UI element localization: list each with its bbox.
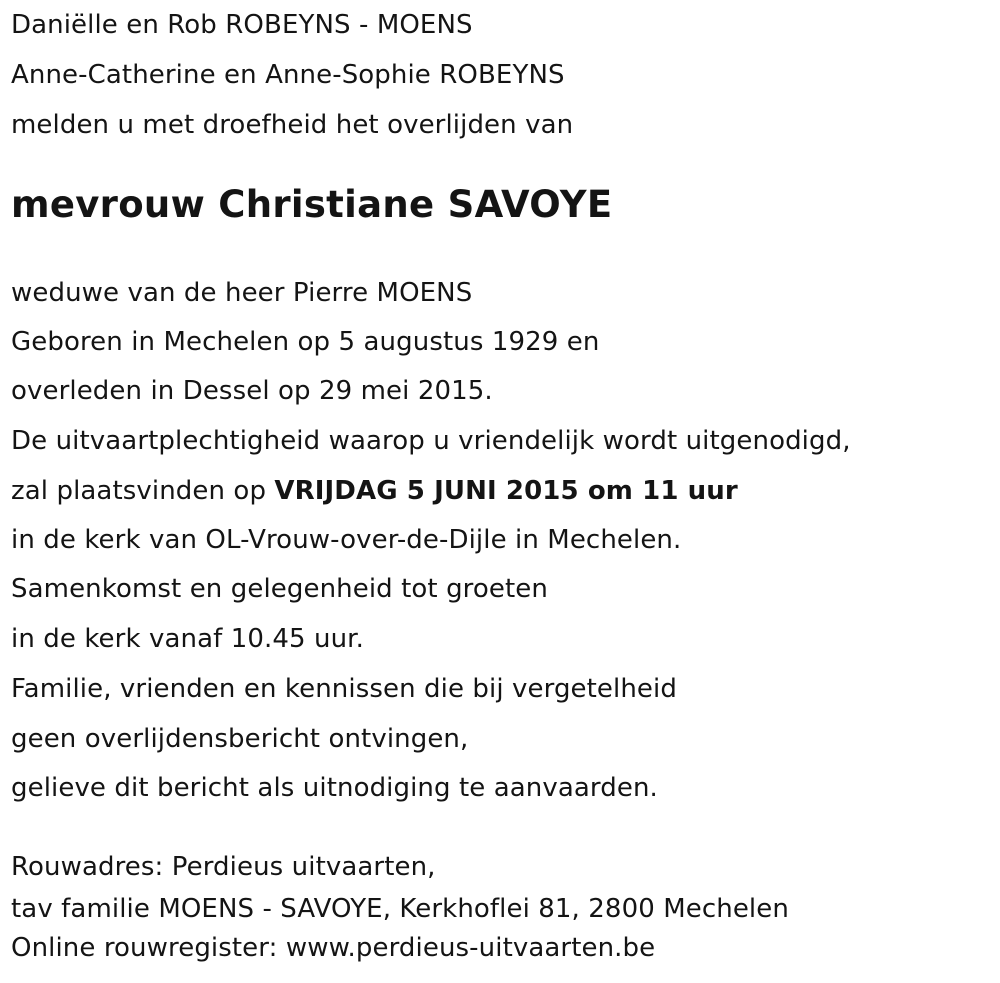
ceremony-prefix: zal plaatsvinden op xyxy=(11,476,275,506)
deceased-name: mevrouw Christiane SAVOYE xyxy=(11,183,613,226)
invitation-line: De uitvaartplechtigheid waarop u vriendelijk wordt uitgenodigd, xyxy=(11,426,851,456)
location-line: in de kerk van OL-Vrouw-over-de-Dijle in Mechelen. xyxy=(11,525,682,555)
widow-of-line: weduwe van de heer Pierre MOENS xyxy=(11,278,473,308)
notice-line-1: Familie, vrienden en kennissen die bij vergetelheid xyxy=(11,674,677,704)
death-line: overleden in Dessel op 29 mei 2015. xyxy=(11,376,493,406)
announcer-line-2: Anne-Catherine en Anne-Sophie ROBEYNS xyxy=(11,60,565,90)
announcement-line: melden u met droefheid het overlijden van xyxy=(11,110,574,140)
gathering-line-1: Samenkomst en gelegenheid tot groeten xyxy=(11,574,548,604)
gathering-line-2: in de kerk vanaf 10.45 uur. xyxy=(11,624,364,654)
notice-line-2: geen overlijdensbericht ontvingen, xyxy=(11,724,469,754)
announcer-line-1: Daniëlle en Rob ROBEYNS - MOENS xyxy=(11,10,473,40)
address-line-2: tav familie MOENS - SAVOYE, Kerkhoflei 81, 2800 Mechelen xyxy=(11,894,789,924)
ceremony-date: VRIJDAG 5 JUNI 2015 om 11 uur xyxy=(274,476,738,506)
address-line-1: Rouwadres: Perdieus uitvaarten, xyxy=(11,852,436,882)
notice-line-3: gelieve dit bericht als uitnodiging te aanvaarden. xyxy=(11,773,658,803)
ceremony-line xyxy=(11,476,738,506)
birth-line: Geboren in Mechelen op 5 augustus 1929 en xyxy=(11,327,600,357)
register-line: Online rouwregister: www.perdieus-uitvaarten.be xyxy=(11,933,656,963)
